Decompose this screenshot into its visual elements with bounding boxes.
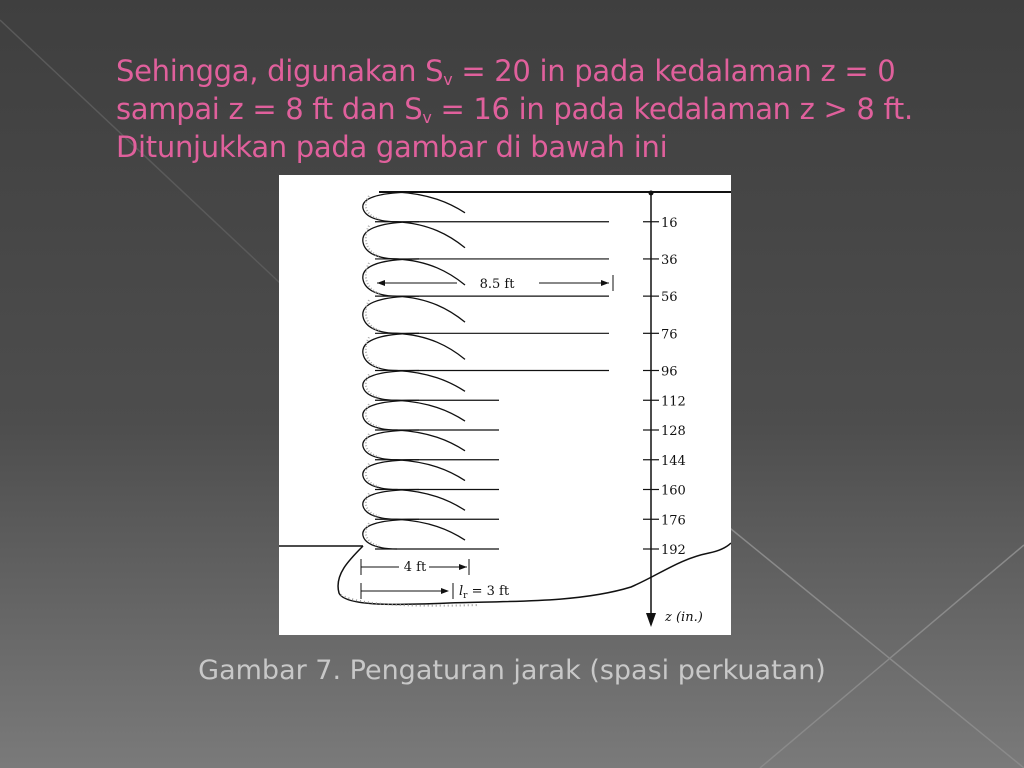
reinforcement-spacing-figure <box>279 175 731 635</box>
wrap-loop <box>363 192 465 222</box>
wrap-loop <box>363 400 465 430</box>
figure-caption: Gambar 7. Pengaturan jarak (spasi perkuatan) <box>198 655 826 686</box>
depth-tick-label: 128 <box>661 424 686 439</box>
dimension-label-4ft: 4 ft <box>403 560 427 575</box>
depth-tick-label: 16 <box>661 215 678 231</box>
dimension-4ft <box>361 559 469 575</box>
depth-tick-label: 176 <box>661 513 686 529</box>
wrap-loop <box>363 259 465 296</box>
depth-ticks <box>643 216 686 558</box>
wrap-loop <box>363 519 465 549</box>
dimension-label-top: 8.5 ft <box>479 277 515 292</box>
depth-tick-label: 56 <box>661 290 678 306</box>
wrap-loop <box>363 460 465 490</box>
depth-tick-label: 112 <box>661 394 686 410</box>
depth-tick-label: 96 <box>661 364 678 380</box>
depth-tick-label: 192 <box>661 543 686 558</box>
axis-arrow-icon <box>646 613 656 627</box>
depth-tick-label: 144 <box>661 453 686 469</box>
wrap-loop <box>363 490 465 520</box>
axis-label: z (in.) <box>665 610 703 625</box>
depth-tick-label: 76 <box>661 327 678 343</box>
wrap-loop <box>363 430 465 460</box>
slide-title: Sehingga, digunakan $S_v = 20$ in pada kedalaman z = 0 sampai z = 8 ft dan $S_v = 16$ in pada kedalaman z > 8 ft. Ditunjukkan pada gambar di bawah ini <box>116 54 913 164</box>
dimension-8-5ft <box>377 275 613 292</box>
depth-tick-label: 160 <box>661 483 686 499</box>
dimension-label-lr: $l_r = 3$ ft <box>459 584 510 601</box>
wrap-loop <box>363 296 465 333</box>
dimension-lr-3ft <box>361 583 510 601</box>
wrap-loop <box>363 333 465 370</box>
wrap-loop <box>363 222 465 259</box>
depth-tick-label: 36 <box>661 252 678 268</box>
reinforcement-strips <box>375 222 609 549</box>
wrap-loop <box>363 371 465 401</box>
